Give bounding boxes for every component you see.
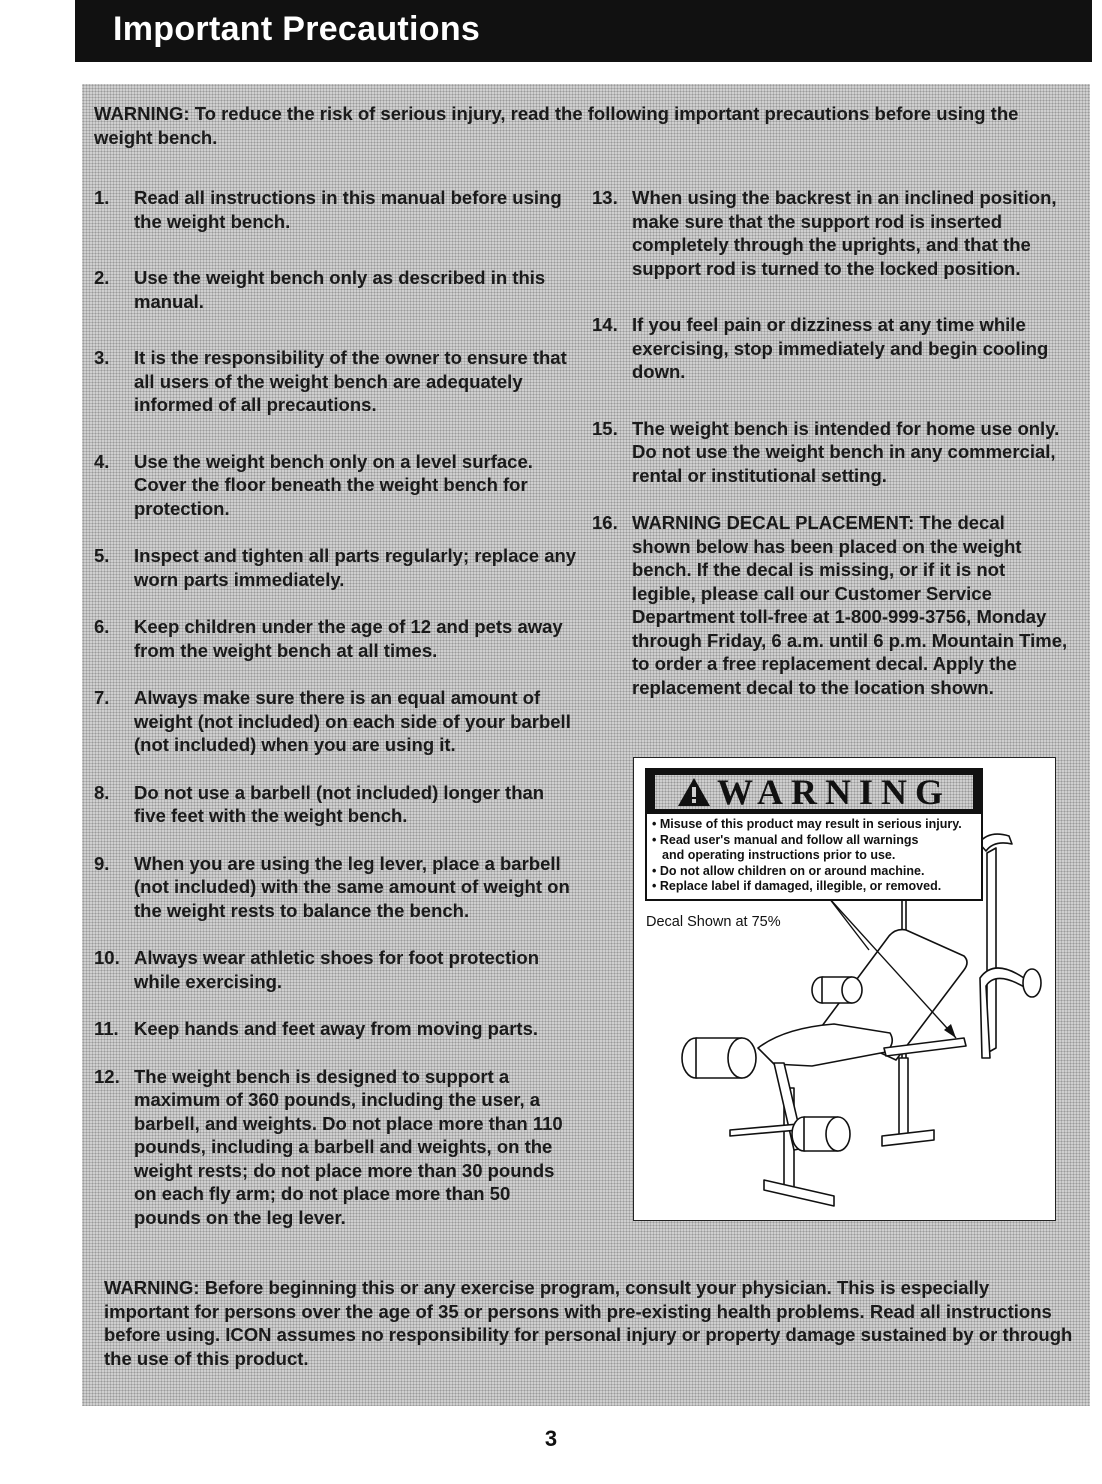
precaution-text: The weight bench is intended for home use only. Do not use the weight bench in any commercial, rental or institutional setting. bbox=[632, 417, 1060, 486]
precaution-number: 10. bbox=[94, 947, 120, 968]
precaution-item bbox=[592, 313, 1068, 384]
warning-decal-line: • Do not allow children on or around machine. bbox=[652, 863, 925, 878]
precaution-item bbox=[94, 781, 580, 828]
bench-front-foot bbox=[764, 1180, 834, 1206]
precautions-right-column bbox=[592, 186, 1068, 699]
precaution-number: 6. bbox=[94, 616, 110, 637]
precaution-number: 14. bbox=[592, 314, 618, 335]
precaution-text: Read all instructions in this manual before using the weight bench. bbox=[134, 187, 562, 232]
precaution-text: Keep children under the age of 12 and pets away from the weight bench at all times. bbox=[134, 616, 563, 661]
warning-decal-line: • Read user's manual and follow all warnings bbox=[652, 832, 919, 847]
precaution-item bbox=[94, 1017, 580, 1041]
precaution-text: When using the backrest in an inclined position, make sure that the support rod is inserted completely through the uprights, and that the support rod is turned to the locked position. bbox=[632, 187, 1057, 279]
page-number: 3 bbox=[544, 1426, 558, 1451]
precaution-item bbox=[592, 417, 1068, 488]
warning-triangle-icon bbox=[677, 777, 711, 807]
precaution-text: Use the weight bench only as described in this manual. bbox=[134, 267, 546, 312]
warning-decal-header bbox=[647, 770, 981, 814]
precaution-text: When you are using the leg lever, place a barbell (not included) with the same amount of weight on the weight rests to balance the bench. bbox=[134, 852, 570, 921]
precaution-item bbox=[94, 852, 580, 923]
precaution-text: Always wear athletic shoes for foot protection while exercising. bbox=[134, 947, 540, 992]
precaution-text: Always make sure there is an equal amount of weight (not included) on each side of your barbell (not included) when you are using it. bbox=[134, 687, 571, 755]
decal-pointer-line-2 bbox=[829, 898, 869, 950]
warning-decal-lines bbox=[652, 817, 980, 895]
precaution-text: WARNING DECAL PLACEMENT: The decal shown below has been placed on the weight bench. If the decal is missing, or if it is not legible, please call our Customer Service Department toll-free at 1-800-999-3756, Monday through Friday, 6 a.m. until 6 p.m. Mountain Time, to order a free replacement decal. Apply the replacement decal to the location shown. bbox=[632, 512, 1068, 698]
upper-roller-end bbox=[842, 977, 862, 1003]
precaution-text: Inspect and tighten all parts regularly; replace any worn parts immediately. bbox=[134, 545, 577, 590]
precaution-number: 5. bbox=[94, 545, 110, 566]
precaution-text: Do not use a barbell (not included) longer than five feet with the weight bench. bbox=[134, 781, 545, 826]
bench-fly-arm bbox=[980, 968, 1026, 1058]
precaution-text: It is the responsibility of the owner to ensure that all users of the weight bench are adequately informed of all precautions. bbox=[134, 347, 567, 415]
precaution-number: 9. bbox=[94, 852, 110, 874]
decal-caption: Decal Shown at 75% bbox=[646, 914, 781, 930]
precaution-number: 12. bbox=[94, 1065, 120, 1087]
precaution-item bbox=[94, 544, 580, 591]
warning-decal-line: • Misuse of this product may result in serious injury. bbox=[652, 817, 962, 831]
warning-decal-heading: WARNING bbox=[716, 772, 951, 812]
precaution-text: Use the weight bench only on a level surface. Cover the floor beneath the weight bench for protection. bbox=[134, 450, 533, 519]
leg-roller-2-end bbox=[826, 1117, 850, 1151]
title-bar bbox=[75, 0, 1092, 62]
precaution-item bbox=[592, 186, 1068, 280]
warning-decal-line: and operating instructions prior to use. bbox=[662, 848, 896, 862]
precaution-item bbox=[94, 946, 580, 993]
precaution-text: Keep hands and feet away from moving parts. bbox=[134, 1018, 539, 1039]
precaution-text: If you feel pain or dizziness at any time while exercising, stop immediately and begin cooling down. bbox=[632, 314, 1049, 382]
precaution-item bbox=[94, 346, 580, 417]
precaution-text: The weight bench is designed to support a maximum of 360 pounds, including the user, a barbell, and weights. Do not place more than 110 pounds, including a barbell and weights, on the weight rests; do not place more than 30 pounds on each fly arm; do not place more than 50 pounds on the leg lever. bbox=[134, 1065, 563, 1228]
intro-warning: WARNING: To reduce the risk of serious injury, read the following important precautions before using the weight bench. bbox=[94, 103, 1019, 148]
precaution-number: 1. bbox=[94, 187, 110, 208]
precaution-item bbox=[94, 615, 580, 662]
precaution-number: 15. bbox=[592, 417, 618, 439]
precaution-number: 4. bbox=[94, 450, 110, 472]
bench-rear-leg bbox=[899, 1058, 908, 1138]
page-title: Important Precautions bbox=[113, 10, 481, 48]
precaution-number: 16. bbox=[592, 512, 618, 533]
precaution-number: 7. bbox=[94, 687, 110, 708]
precaution-number: 3. bbox=[94, 347, 110, 368]
closing-warning: WARNING: Before beginning this or any exercise program, consult your physician. This is especially important for persons over the age of 35 or persons with pre-existing health problems. Read all instructions before using. ICON assumes no responsibility for personal injury or property damage sustained by or through the use of this product. bbox=[104, 1277, 1073, 1369]
bench-seat bbox=[758, 1024, 892, 1066]
precaution-item bbox=[94, 686, 580, 757]
precaution-number: 2. bbox=[94, 267, 110, 288]
precautions-left-column bbox=[94, 186, 580, 1229]
fly-arm-pad bbox=[1023, 969, 1041, 997]
precaution-number: 13. bbox=[592, 187, 618, 208]
precaution-item bbox=[592, 511, 1068, 699]
precaution-number: 11. bbox=[94, 1018, 119, 1039]
precaution-number: 8. bbox=[94, 781, 110, 803]
precaution-item bbox=[94, 1065, 580, 1230]
warning-decal-line: • Replace label if damaged, illegible, or removed. bbox=[652, 879, 942, 893]
warning-decal bbox=[645, 768, 983, 901]
precaution-item bbox=[94, 450, 580, 521]
precaution-item bbox=[94, 266, 580, 313]
precaution-item bbox=[94, 186, 580, 233]
leg-roller-end bbox=[728, 1038, 756, 1078]
bench-rear-foot bbox=[882, 1130, 934, 1146]
